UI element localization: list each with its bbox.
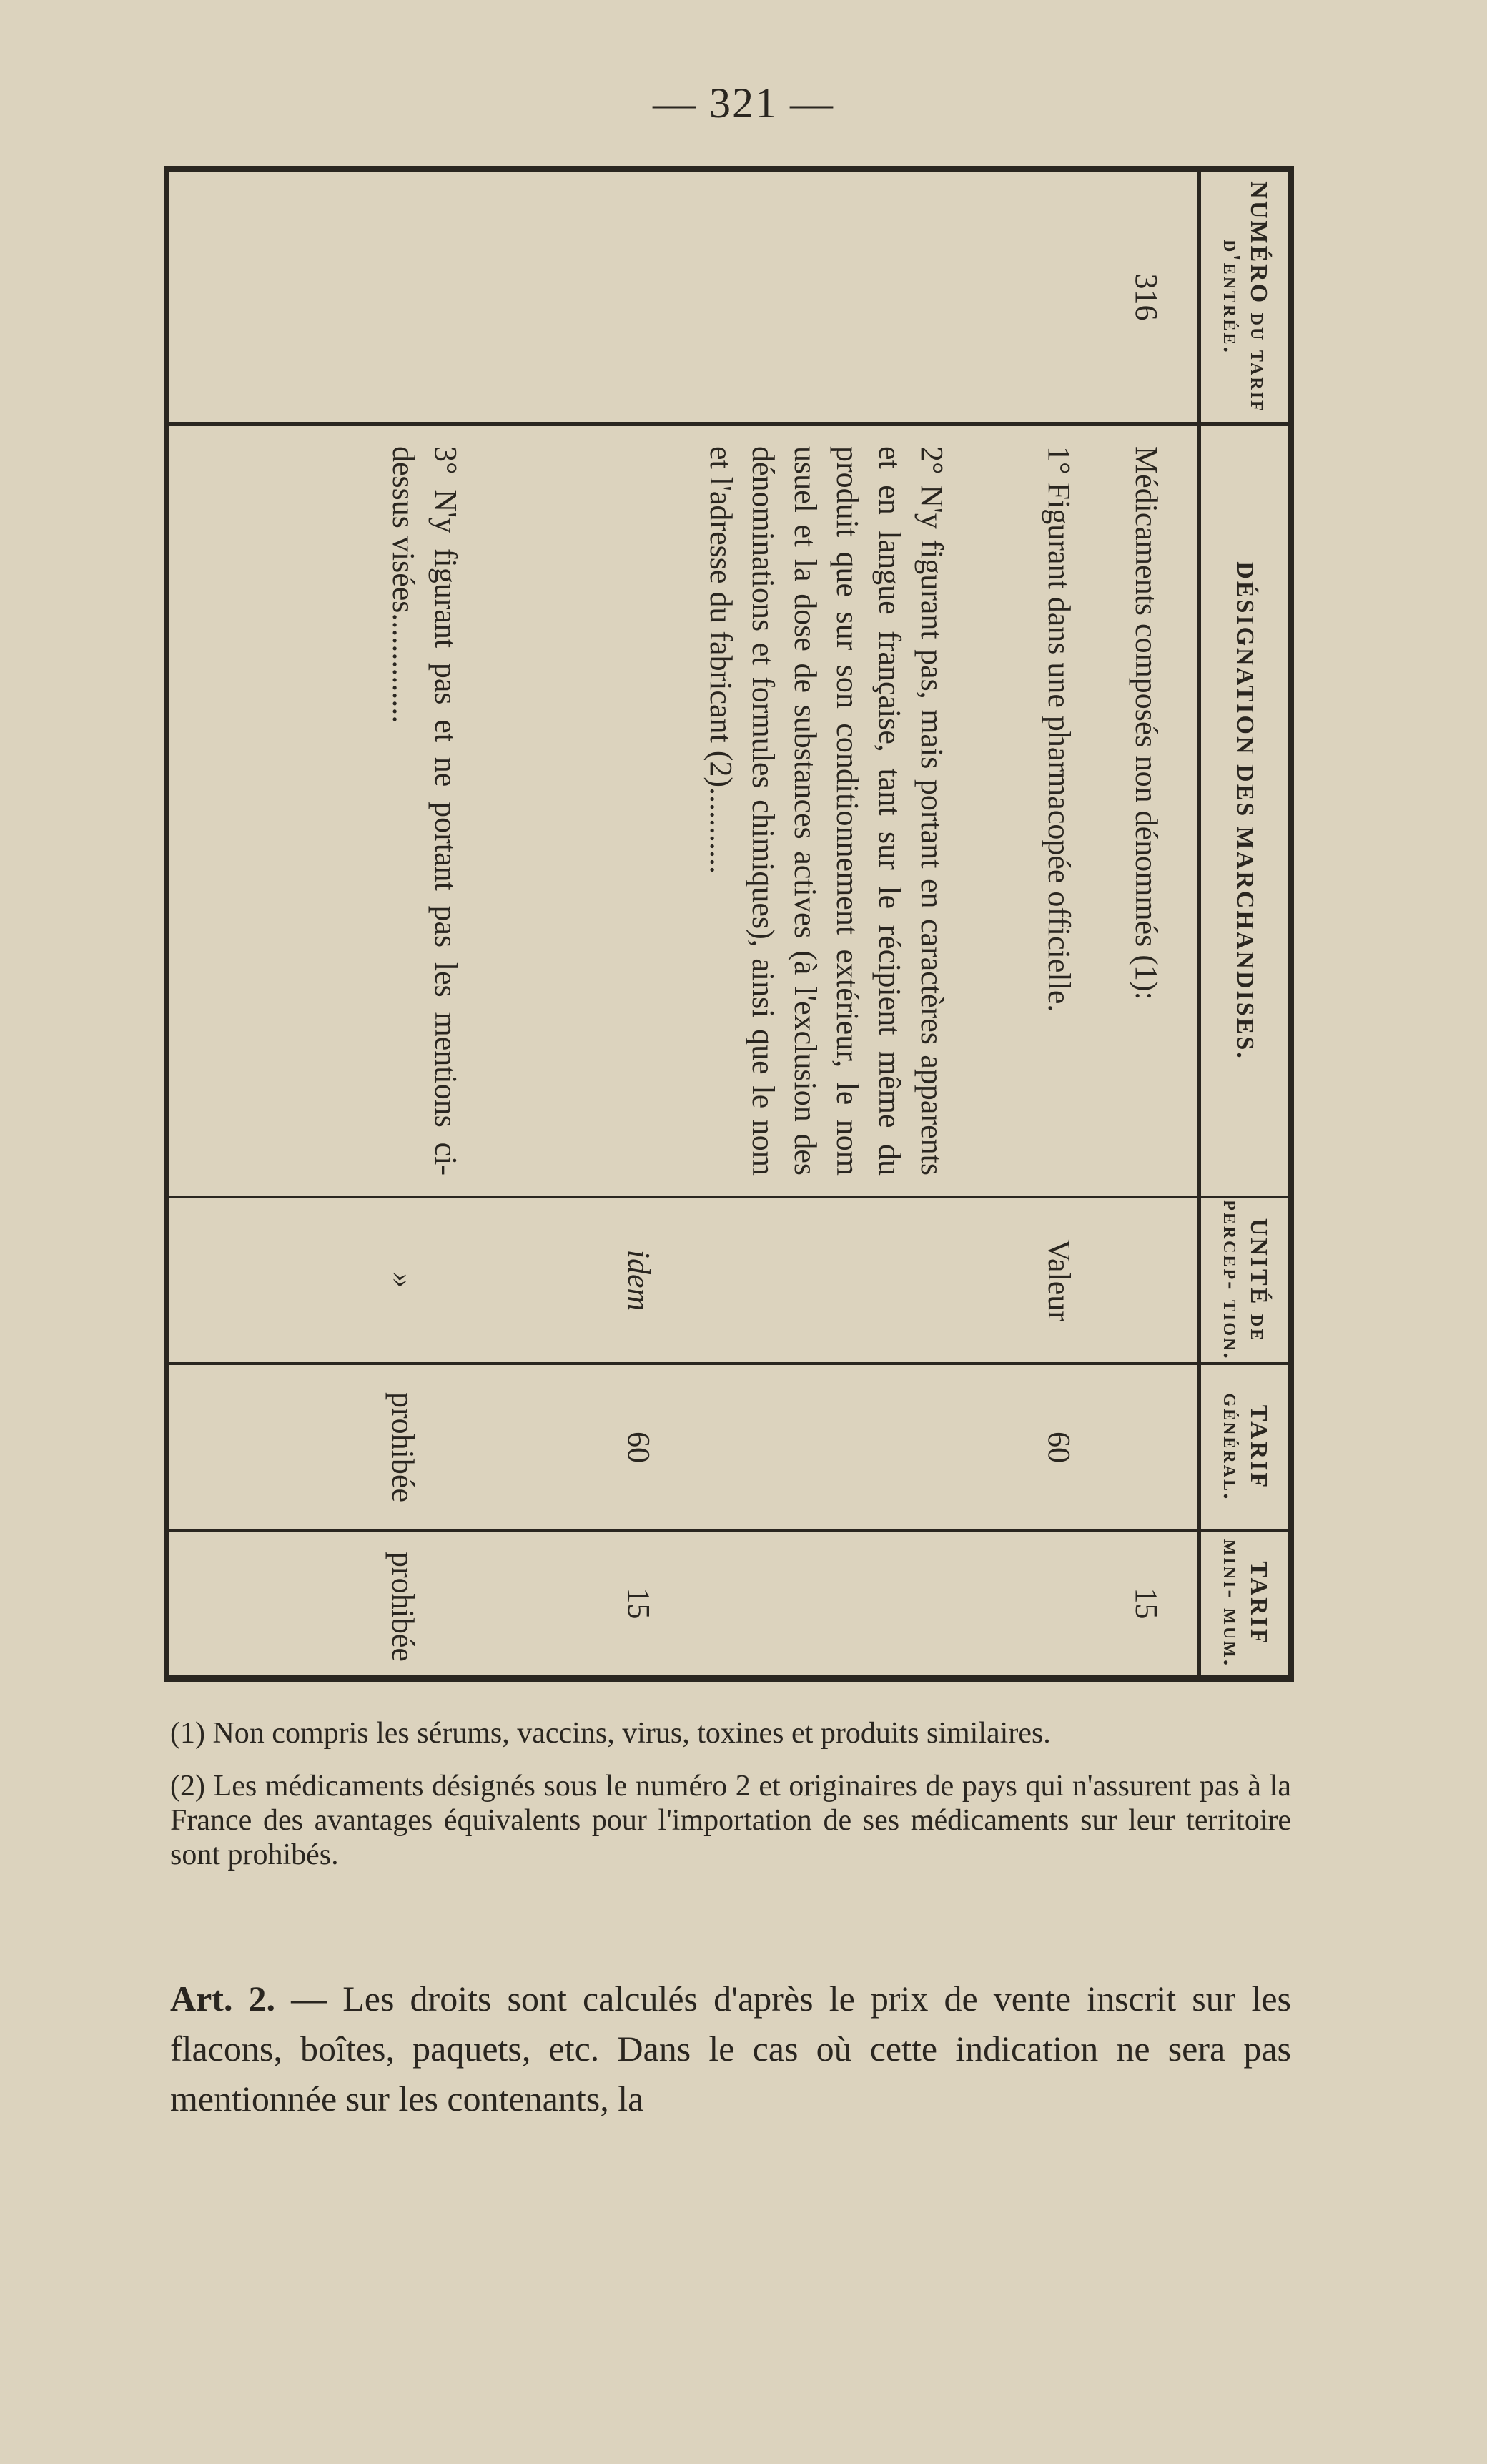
column-numero: [169, 172, 1289, 426]
article-label: Art. 2.: [170, 1978, 276, 2019]
unite-item-1: Valeur: [1042, 1239, 1077, 1321]
minimum-item-3: prohibée: [385, 1552, 420, 1662]
unite-item-2: idem: [621, 1249, 656, 1311]
designation-item-1: 1° Figurant dans une pharmacopée officielle.: [1042, 446, 1077, 1012]
footnote-2: (2) Les médicaments désignés sous le numéro 2 et originaires de pays qui n'assurent pas à la France des avantages équivalents pour l'importation de ses médicaments sur leur territoire sont prohibés.: [170, 1770, 1291, 1871]
tariff-number: 316: [1129, 273, 1164, 321]
column-designation: [169, 426, 1289, 1198]
footnotes: [170, 1716, 1291, 1891]
footnote-1: (1) Non compris les sérums, vaccins, virus, toxines et produits similaires.: [170, 1717, 1051, 1750]
general-item-2: 60: [621, 1431, 656, 1463]
header-designation: DÉSIGNATION DES MARCHANDISES.: [1197, 426, 1289, 1196]
general-item-3: prohibée: [385, 1392, 420, 1502]
header-tarif-general: TARIF général.: [1197, 1365, 1289, 1529]
header-unite: UNITÉ de percep- tion.: [1197, 1198, 1289, 1362]
designation-intro: Médicaments composés non dénommés (1):: [1129, 446, 1164, 1000]
column-unite: [169, 1198, 1289, 1365]
article-2: [170, 1973, 1291, 2124]
unite-item-3: »: [385, 1272, 420, 1288]
designation-item-2: 2° N'y figurant pas, mais portant en caractères apparents et en langue française, tant sur le récipient même du produit que sur son conditionnement extérieur, le nom usuel et la dose de substances actives (à l'exclusion des dénominations et formules chimiques), ainsi que le nom et l'adresse du fabricant (2)...........: [703, 446, 949, 1176]
tariff-table: [164, 166, 1294, 1682]
header-tarif-minimum: TARIF mini- mum.: [1197, 1532, 1289, 1675]
general-item-1: 60: [1042, 1431, 1077, 1463]
column-tarif-minimum: [169, 1532, 1289, 1675]
page-number: — 321 —: [653, 79, 834, 127]
column-tarif-general: [169, 1365, 1289, 1532]
designation-item-3: 3° N'y figurant pas et ne portant pas les mentions ci-dessus visées..............: [386, 446, 463, 1176]
rotated-table-content: [169, 172, 1289, 1675]
minimum-item-2: 15: [621, 1587, 656, 1620]
article-text: — Les droits sont calculés d'après le prix de vente inscrit sur les flacons, boîtes, paquets, etc. Dans le cas où cette indication ne sera pas mentionnée sur les contenants, la: [170, 1978, 1292, 2119]
minimum-item-1: 15: [1129, 1587, 1164, 1620]
header-numero: NUMÉRO du tarif d'entrée.: [1197, 172, 1289, 422]
